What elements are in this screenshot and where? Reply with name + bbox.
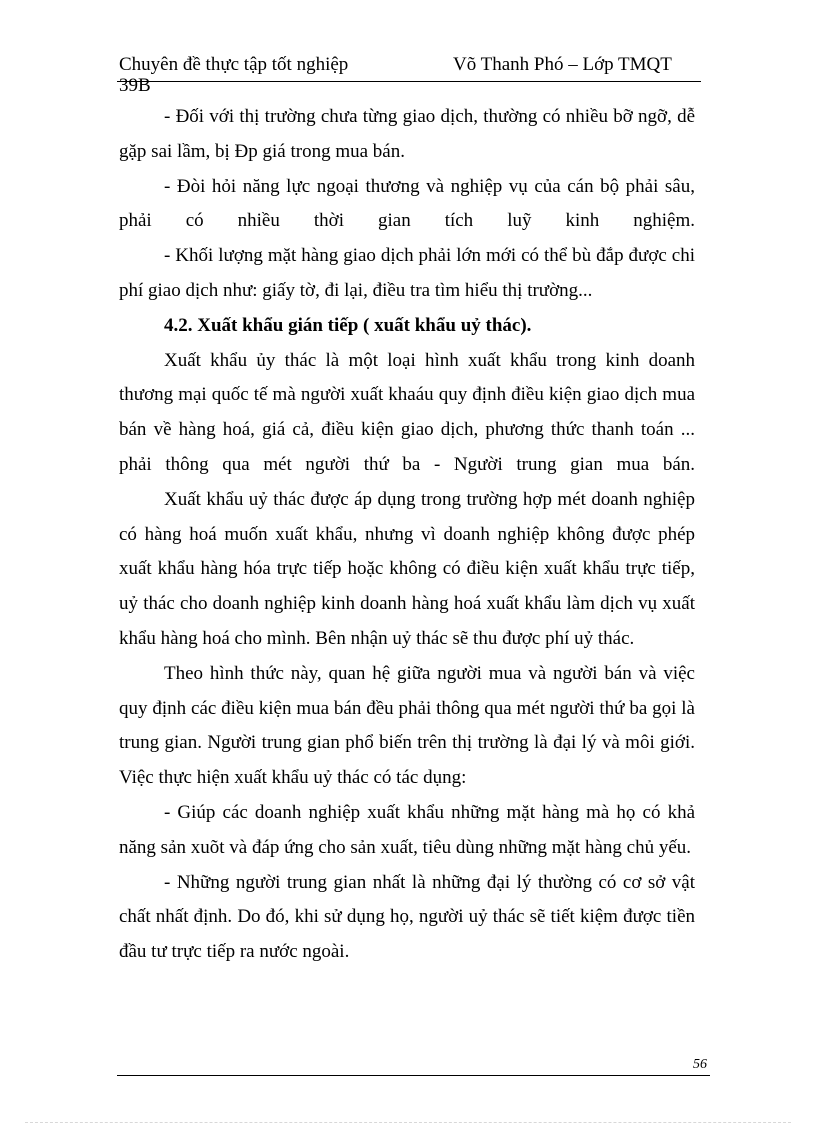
header-class-wrap: 39B [119, 78, 151, 91]
paragraph: - Đối với thị trường chưa từng giao dịch, thường có nhiều bỡ ngỡ, dễ gặp sai lầm, bị Ðp giá trong mua bán. [119, 106, 695, 162]
paragraph: - Những người trung gian nhất là những đại lý thường có cơ sở vật chất nhất định. Do đó, khi sử dụng họ, người uỷ thác sẽ tiết kiệm được tiền đầu tư trực tiếp ra nước ngoài. [119, 871, 695, 963]
paragraph: Xuất khẩu ủy thác là một loại hình xuất khẩu trong kinh doanh thương mại quốc tế mà người xuất khaáu quy định điều kiện giao dịch mua bán về hàng hoá, giá cả, điều kiện giao dịch, phương thức thanh toán ... phải thông qua mét người thứ ba - Người trung gian mua bán. [119, 349, 695, 475]
paragraph: Theo hình thức này, quan hệ giữa người mua và người bán và việc quy định các điều kiện mua bán đều phải thông qua mét người thứ ba gọi là trung gian. Người trung gian phổ biến trên thị trường là đại lý và môi giới. Việc thực hiện xuất khẩu uỷ thác có tác dụng: [119, 662, 695, 789]
page-body [119, 100, 695, 970]
page-number: 56 [693, 1057, 707, 1072]
header-divider [117, 81, 701, 82]
paragraph: - Đòi hỏi năng lực ngoại thương và nghiệp vụ của cán bộ phải sâu, phải có nhiều thời gian tích luỹ kinh nghiệm. [119, 175, 695, 232]
footer-divider [117, 1075, 710, 1076]
paragraph: - Giúp các doanh nghiệp xuất khẩu những mặt hàng mà họ có khả năng sản xuõt và đáp ứng cho sản xuất, tiêu dùng những mặt hàng chủ yếu. [119, 801, 695, 858]
section-heading: 4.2. Xuất khẩu gián tiếp ( xuất khẩu uỷ thác). [164, 314, 532, 336]
header-title: Chuyên đề thực tập tốt nghiệp [119, 54, 349, 75]
header-author: Võ Thanh Phó – Lớp TMQT [453, 54, 672, 75]
paragraph: Xuất khẩu uỷ thác được áp dụng trong trường hợp mét doanh nghiệp có hàng hoá muốn xuất khẩu, nhưng vì doanh nghiệp không được phép xuất khẩu hàng hóa trực tiếp hoặc không có điều kiện xuất khẩu trực tiếp, uỷ thác cho doanh nghiệp kinh doanh hàng hoá xuất khẩu làm dịch vụ xuất khẩu hàng hoá cho mình. Bên nhận uỷ thác sẽ thu được phí uỷ thác. [119, 488, 695, 649]
paragraph: - Khối lượng mặt hàng giao dịch phải lớn mới có thể bù đắp được chi phí giao dịch như: giấy tờ, đi lại, điều tra tìm hiểu thị trường... [119, 245, 695, 301]
